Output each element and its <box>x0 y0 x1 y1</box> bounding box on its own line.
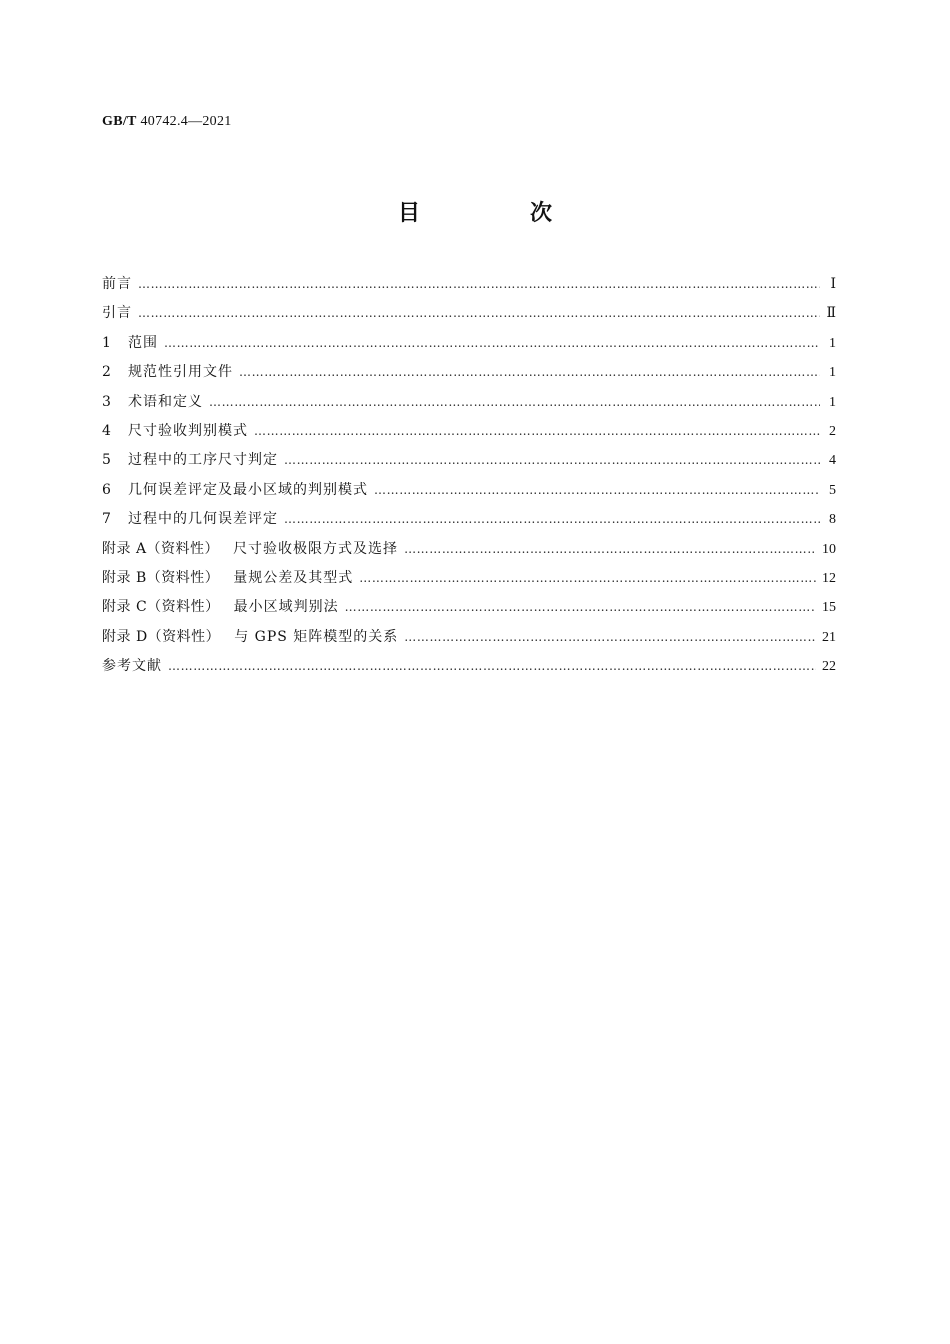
toc-entry-page: 21 <box>822 629 836 645</box>
toc-leader-dots <box>138 299 820 328</box>
toc-entry[interactable] <box>102 358 836 387</box>
toc-title: 目 次 <box>397 201 596 226</box>
table-of-contents <box>102 270 836 681</box>
toc-entry-title: 最小区域判别法 <box>233 599 339 616</box>
toc-entry-page: 10 <box>822 541 836 557</box>
standard-code <box>102 114 232 130</box>
toc-entry[interactable] <box>102 417 836 446</box>
toc-entry-label <box>102 652 162 681</box>
toc-entry-page: 5 <box>829 482 836 498</box>
toc-entry-label <box>128 358 233 387</box>
toc-entry-number: 4 <box>102 422 111 439</box>
toc-entry-annex-prefix: 附录 D（资料性） <box>102 628 221 645</box>
toc-entry-annex-prefix: 附录 C（资料性） <box>102 599 220 616</box>
toc-entry-title: 引言 <box>102 305 132 322</box>
toc-entry-title: 过程中的工序尺寸判定 <box>128 452 278 469</box>
toc-entry-label <box>102 535 398 564</box>
toc-entry-label <box>102 270 132 299</box>
toc-entry-label <box>128 388 203 417</box>
toc-entry[interactable] <box>102 564 836 593</box>
toc-entry-page: 2 <box>829 423 836 439</box>
toc-entry-label <box>102 299 132 328</box>
toc-entry[interactable] <box>102 299 836 328</box>
toc-entry-page: 1 <box>829 394 836 410</box>
toc-entry-label <box>128 446 278 475</box>
toc-entry-page: 1 <box>829 365 836 381</box>
toc-entry-page: 22 <box>822 659 836 675</box>
toc-entry-label <box>128 417 248 446</box>
toc-entry[interactable] <box>102 505 836 534</box>
toc-entry-label <box>128 476 368 505</box>
toc-entry-page: 15 <box>822 600 836 616</box>
toc-entry-number: 1 <box>102 334 111 351</box>
toc-leader-dots <box>284 446 820 475</box>
toc-entry-page: 1 <box>829 335 836 351</box>
toc-entry-label <box>102 564 353 593</box>
toc-leader-dots <box>284 505 820 534</box>
toc-entry[interactable] <box>102 270 836 299</box>
toc-entry-title: 尺寸验收极限方式及选择 <box>233 540 399 557</box>
toc-entry-number: 5 <box>102 452 111 469</box>
toc-leader-dots <box>345 593 816 622</box>
toc-entry-label <box>128 329 158 358</box>
toc-entry[interactable] <box>102 593 836 622</box>
toc-entry-number: 7 <box>102 511 111 528</box>
toc-entry[interactable] <box>102 535 836 564</box>
toc-entry-page: 12 <box>822 570 836 586</box>
toc-entry[interactable] <box>102 329 836 358</box>
toc-entry[interactable] <box>102 652 836 681</box>
toc-entry-title: 前言 <box>102 276 132 292</box>
toc-entry-number: 2 <box>102 364 111 381</box>
toc-leader-dots <box>374 476 820 505</box>
standard-code-number: 40742.4—2021 <box>140 114 232 129</box>
toc-leader-dots <box>164 329 820 358</box>
toc-entry[interactable] <box>102 476 836 505</box>
toc-entry-page: 8 <box>829 512 836 528</box>
toc-leader-dots <box>209 388 820 417</box>
toc-leader-dots <box>168 652 816 681</box>
toc-entry-label <box>128 505 278 534</box>
toc-leader-dots <box>404 535 816 564</box>
toc-entry-page: 4 <box>829 453 836 469</box>
toc-entry-title: 量规公差及其型式 <box>233 569 354 586</box>
toc-entry-title: 范围 <box>128 334 158 351</box>
toc-entry[interactable] <box>102 446 836 475</box>
toc-leader-dots <box>254 417 820 446</box>
toc-entry-title: 术语和定义 <box>128 393 203 410</box>
toc-leader-dots <box>359 564 816 593</box>
toc-entry-label <box>102 593 339 622</box>
toc-entry[interactable] <box>102 388 836 417</box>
toc-entry-title: 几何误差评定及最小区域的判别模式 <box>128 481 368 498</box>
toc-entry-annex-prefix: 附录 A（资料性） <box>102 540 220 557</box>
toc-entry-label <box>102 623 398 652</box>
toc-entry-title: 规范性引用文件 <box>128 364 233 381</box>
toc-entry-page: Ⅰ <box>830 277 836 292</box>
toc-entry-annex-prefix: 附录 B（资料性） <box>102 569 220 586</box>
toc-entry-number: 3 <box>102 393 111 410</box>
toc-leader-dots <box>404 623 816 652</box>
toc-entry-number: 6 <box>102 481 111 498</box>
toc-leader-dots <box>239 358 820 387</box>
toc-entry-title: 参考文献 <box>102 658 162 675</box>
toc-leader-dots <box>138 270 820 299</box>
toc-entry-title: 尺寸验收判别模式 <box>128 422 248 439</box>
toc-entry-title: 过程中的几何误差评定 <box>128 511 278 528</box>
standard-code-prefix: GB/T <box>102 114 137 129</box>
toc-entry[interactable] <box>102 623 836 652</box>
toc-entry-title: 与 GPS 矩阵模型的关系 <box>234 628 399 645</box>
toc-entry-page: Ⅱ <box>826 306 836 322</box>
